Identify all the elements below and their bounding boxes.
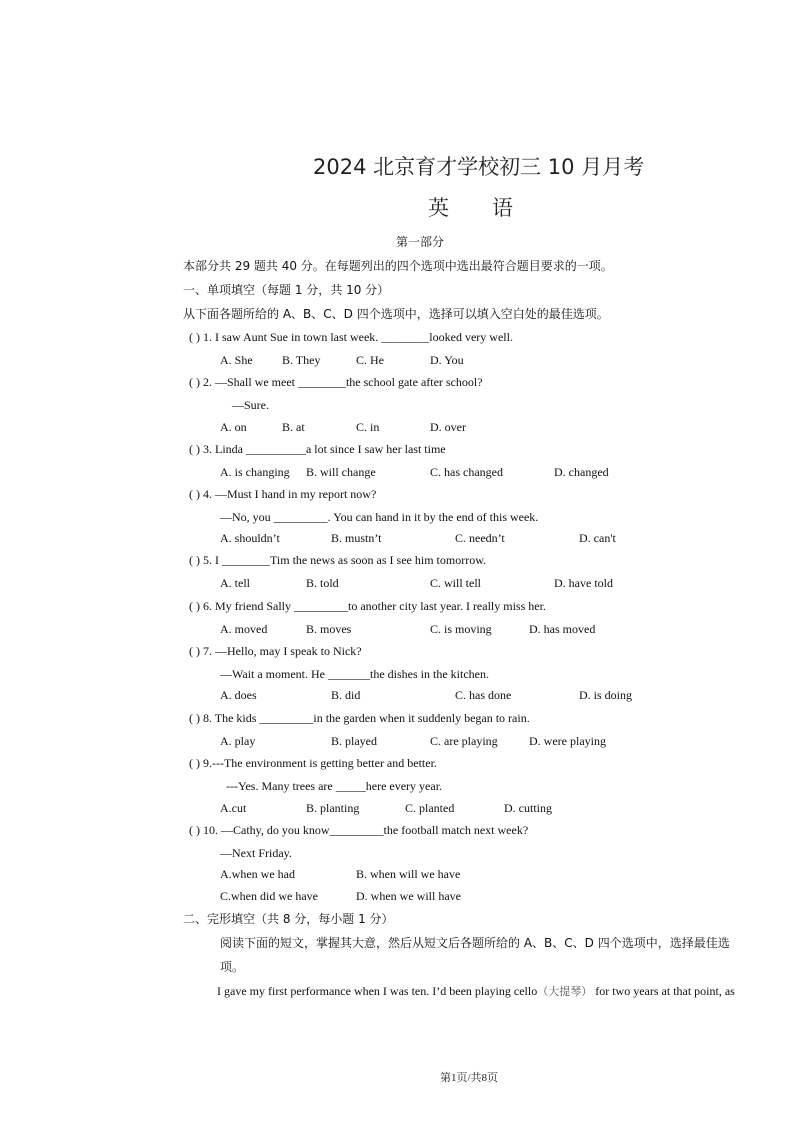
question-reply: —No, you _________. You can hand in it by the end of this week.	[220, 510, 539, 524]
question-stem: ( ) 10. —Cathy, do you know_________the football match next week?	[189, 823, 529, 837]
question-stem: ( ) 5. I ________Tim the news as soon as I see him tomorrow.	[189, 553, 487, 567]
subject-char-2: 语	[492, 196, 513, 220]
option-d: D. when we will have	[356, 889, 461, 903]
question-reply: —Sure.	[232, 398, 269, 412]
option-d: D. is doing	[579, 688, 633, 702]
section2-instruction-cont: 项。	[220, 960, 245, 974]
option-d: D. can't	[579, 531, 616, 545]
section1-instruction: 从下面各题所给的 A、B、C、D 四个选项中，选择可以填入空白处的最佳选项。	[183, 307, 609, 321]
section1-heading: 一、单项填空（每题 1 分，共 10 分）	[183, 283, 390, 297]
option-b: B. will change	[306, 465, 376, 479]
option-b: B. told	[306, 576, 339, 590]
option-c: C. is moving	[430, 622, 492, 636]
passage-gloss: （大提琴）	[537, 985, 593, 998]
option-a: A. tell	[220, 576, 250, 590]
part-heading: 第一部分	[396, 235, 445, 249]
option-c: C. He	[356, 353, 384, 367]
option-a: A. moved	[220, 622, 268, 636]
option-d: D. cutting	[504, 801, 552, 815]
passage-text: I gave my first performance when I was ten. I’d been playing cello	[217, 984, 538, 998]
option-a: A. play	[220, 734, 256, 748]
question-reply: —Next Friday.	[220, 846, 292, 860]
part-intro: 本部分共 29 题共 40 分。在每题列出的四个选项中选出最符合题目要求的一项。	[183, 259, 613, 273]
option-d: D. changed	[554, 465, 609, 479]
page-title: 2024 北京育才学校初三 10 月月考	[313, 155, 645, 179]
option-d: D. have told	[554, 576, 613, 590]
option-b: B. planting	[306, 801, 360, 815]
page-indicator: 第1页/共8页	[440, 1072, 499, 1084]
option-b: B. at	[282, 420, 305, 434]
option-a: A. shouldn’t	[220, 531, 280, 545]
option-c: C. are playing	[430, 734, 498, 748]
question-stem: ( ) 8. The kids _________in the garden when it suddenly began to rain.	[189, 711, 530, 725]
subject-char-1: 英	[428, 196, 449, 220]
option-c: C. has changed	[430, 465, 503, 479]
option-a: A. is changing	[220, 465, 290, 479]
option-a: A.cut	[220, 801, 247, 815]
option-a: A. She	[220, 353, 253, 367]
question-reply: —Wait a moment. He _______the dishes in the kitchen.	[220, 667, 489, 681]
option-d: D. has moved	[529, 622, 596, 636]
option-c: C. has done	[455, 688, 512, 702]
section2-heading: 二、完形填空（共 8 分，每小题 1 分）	[183, 912, 394, 926]
question-stem: ( ) 1. I saw Aunt Sue in town last week. ________looked very well.	[189, 330, 513, 344]
option-a: A. does	[220, 688, 257, 702]
option-b: B. played	[331, 734, 377, 748]
option-a: A. on	[220, 420, 247, 434]
option-c: C. needn’t	[455, 531, 505, 545]
option-c: C. planted	[405, 801, 455, 815]
option-d: D. You	[430, 353, 464, 367]
option-b: B. when will we have	[356, 867, 461, 881]
question-stem: ( ) 2. —Shall we meet ________the school gate after school?	[189, 375, 483, 389]
option-b: B. moves	[306, 622, 352, 636]
option-b: B. did	[331, 688, 361, 702]
question-stem: ( ) 6. My friend Sally _________to another city last year. I really miss her.	[189, 599, 546, 613]
question-stem: ( ) 9.---The environment is getting better and better.	[189, 756, 437, 770]
option-d: D. were playing	[529, 734, 606, 748]
option-c: C.when did we have	[220, 889, 318, 903]
option-d: D. over	[430, 420, 466, 434]
option-c: C. in	[356, 420, 380, 434]
question-stem: ( ) 3. Linda __________a lot since I saw her last time	[189, 442, 446, 456]
option-a: A.when we had	[220, 867, 295, 881]
question-reply: ---Yes. Many trees are _____here every year.	[226, 779, 443, 793]
option-c: C. will tell	[430, 576, 481, 590]
passage-text-end: for two years at that point, as	[592, 984, 735, 998]
section2-instruction: 阅读下面的短文，掌握其大意，然后从短文后各题所给的 A、B、C、D 四个选项中，选择最佳选	[220, 936, 730, 950]
option-b: B. They	[282, 353, 321, 367]
question-stem: ( ) 7. —Hello, may I speak to Nick?	[189, 644, 362, 658]
question-stem: ( ) 4. —Must I hand in my report now?	[189, 487, 377, 501]
passage-line	[217, 983, 735, 999]
option-b: B. mustn’t	[331, 531, 382, 545]
